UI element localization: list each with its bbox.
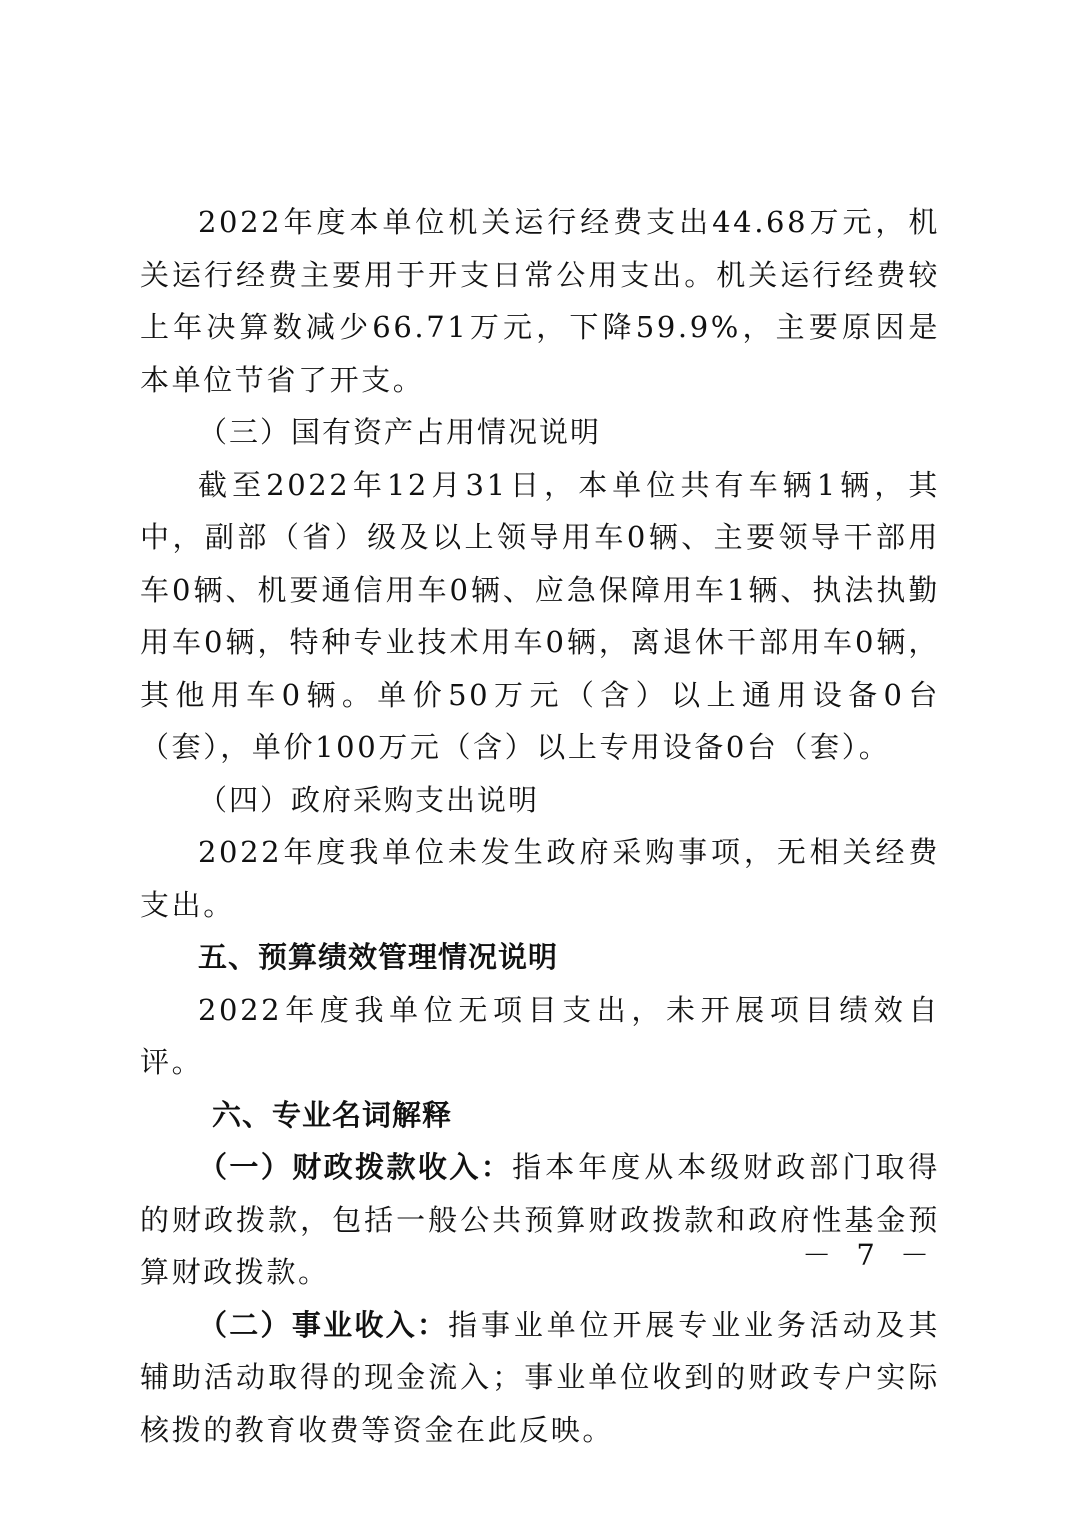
page-number: － 7 －: [802, 1238, 937, 1272]
heading-government-procurement: （四）政府采购支出说明: [198, 782, 540, 817]
paragraph-term-fiscal-appropriation: [140, 1141, 940, 1299]
paragraph-state-assets: 截至2022年12月31日，本单位共有车辆1辆，其中，副部（省）级及以上领导用车0辆、主要领导干部用车0辆、机要通信用车0辆、应急保障用车1辆、执法执勤用车0辆，特种专业技术用车0辆，离退休干部用车0辆，其他用车0辆。单价50万元（含）以上通用设备0台（套），单价100万元（含）以上专用设备0台（套）。: [140, 467, 940, 764]
paragraph-government-procurement: 2022年度我单位未发生政府采购事项，无相关经费支出。: [140, 835, 940, 922]
heading-state-assets: （三）国有资产占用情况说明: [198, 415, 602, 449]
paragraph-operating-expenses: 2022年度本单位机关运行经费支出44.68万元，机关运行经费主要用于开支日常公用支出。机关运行经费较上年决算数减少66.71万元，下降59.9%，主要原因是本单位节省了开支。: [140, 205, 940, 397]
heading-budget-performance: 五、预算绩效管理情况说明: [198, 940, 559, 974]
heading-terminology: 六、专业名词解释: [212, 1097, 453, 1132]
paragraph-budget-performance: 2022年度我单位无项目支出，未开展项目绩效自评。: [140, 992, 940, 1079]
term-label-business-income: （二）事业收入：: [198, 1307, 449, 1342]
paragraph-term-business-income: [140, 1299, 940, 1457]
term-text-fiscal-appropriation: 指本年度从本级财政部门取得的财政拨款，包括一般公共预算财政拨款和政府性基金预算财政拨款。: [140, 1150, 940, 1289]
term-text-business-income: 指事业单位开展专业业务活动及其辅助活动取得的现金流入；事业单位收到的财政专户实际核拨的教育收费等资金在此反映。: [140, 1307, 940, 1447]
term-label-fiscal-appropriation: （一）财政拨款收入：: [198, 1150, 513, 1184]
